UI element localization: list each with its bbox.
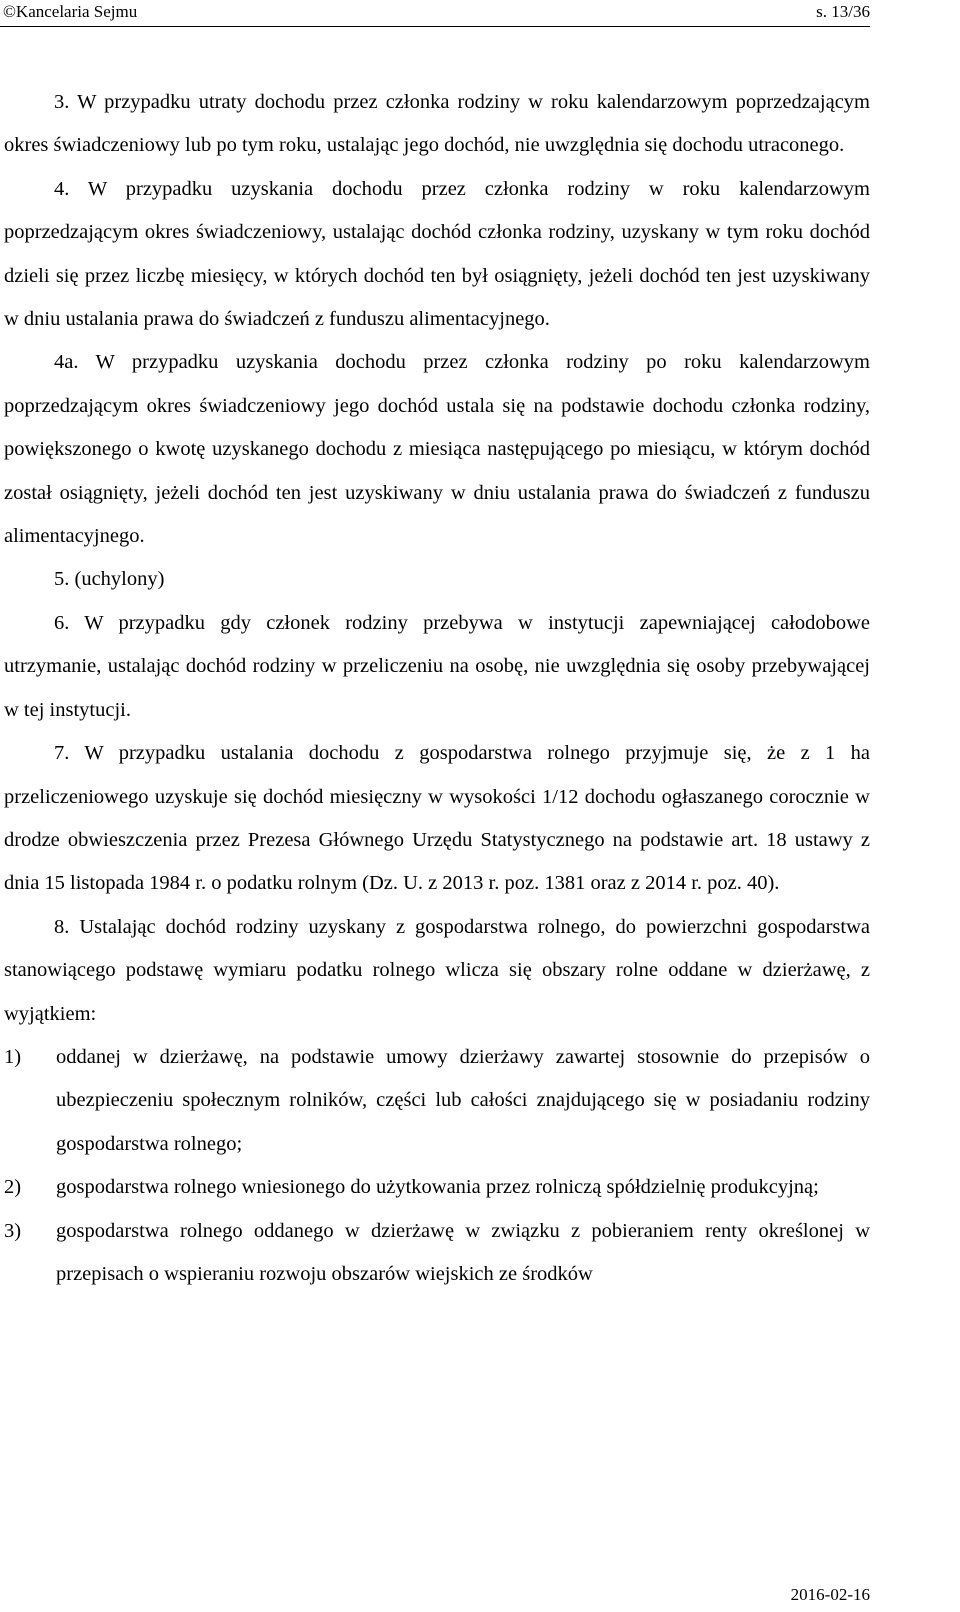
page-footer-date: 2016-02-16 <box>790 1585 870 1604</box>
paragraph-5: 5. (uchylony) <box>54 568 165 591</box>
list-item-1 <box>4 1036 870 1166</box>
list-item-text: gospodarstwa rolnego oddanego w dzierżawę w związku z pobieraniem renty określonej w przepisach o wspieraniu rozwoju obszarów wiejskich ze środków <box>56 1219 870 1285</box>
list-item-number: 1) <box>4 1045 22 1068</box>
list-item-text: gospodarstwa rolnego wniesionego do użytkowania przez rolniczą spółdzielnię produkcyjną; <box>56 1176 819 1199</box>
paragraph-4: 4. W przypadku uzyskania dochodu przez członka rodziny w roku kalendarzowym poprzedzającym okres świadczeniowy, ustalając dochód członka rodziny, uzyskany w tym roku dochód dzieli się przez liczbę miesięcy, w których dochód ten był osiągnięty, jeżeli dochód ten jest uzyskiwany w dniu ustalania prawa do świadczeń z funduszu alimentacyjnego. <box>4 177 870 331</box>
page-number: s. 13/36 <box>816 2 870 21</box>
list-item-2 <box>4 1166 870 1209</box>
list-item-3 <box>4 1210 870 1297</box>
list-item-text: oddanej w dzierżawę, na podstawie umowy dzierżawy zawartej stosownie do przepisów o ubezpieczeniu społecznym rolników, części lub całości znajdującego się w posiadaniu rodziny gospodarstwa rolnego; <box>56 1045 870 1155</box>
page-header <box>0 0 870 27</box>
paragraph-8: 8. Ustalając dochód rodziny uzyskany z gospodarstwa rolnego, do powierzchni gospodarstwa stanowiącego podstawę wymiaru podatku rolnego wlicza się obszary rolne oddane w dzierżawę, z wyjątkiem: <box>4 915 870 1025</box>
paragraph-7: 7. W przypadku ustalania dochodu z gospodarstwa rolnego przyjmuje się, że z 1 ha przeliczeniowego uzyskuje się dochód miesięczny w wysokości 1/12 dochodu ogłaszanego corocznie w drodze obwieszczenia przez Prezesa Głównego Urzędu Statystycznego na podstawie art. 18 ustawy z dnia 15 listopada 1984 r. o podatku rolnym (Dz. U. z 2013 r. poz. 1381 oraz z 2014 r. poz. 40). <box>4 742 870 895</box>
list-item-number: 2) <box>4 1176 22 1199</box>
paragraph-4a: 4a. W przypadku uzyskania dochodu przez członka rodziny po roku kalendarzowym poprzedzającym okres świadczeniowy jego dochód ustala się na podstawie dochodu członka rodziny, powiększonego o kwotę uzyskanego dochodu z miesiąca następującego po miesiącu, w którym dochód został osiągnięty, jeżeli dochód ten jest uzyskiwany w dniu ustalania prawa do świadczeń z funduszu alimentacyjnego. <box>4 351 870 548</box>
document-body <box>4 81 870 1296</box>
paragraph-3: 3. W przypadku utraty dochodu przez członka rodziny w roku kalendarzowym poprzedzającym okres świadczeniowy lub po tym roku, ustalając jego dochód, nie uwzględnia się dochodu utraconego. <box>4 91 870 157</box>
paragraph-6: 6. W przypadku gdy członek rodziny przebywa w instytucji zapewniającej całodobowe utrzymanie, ustalając dochód rodziny w przeliczeniu na osobę, nie uwzględnia się osoby przebywającej w tej instytucji. <box>4 611 870 721</box>
list-item-number: 3) <box>4 1219 22 1242</box>
publisher-label: ©Kancelaria Sejmu <box>3 2 138 21</box>
